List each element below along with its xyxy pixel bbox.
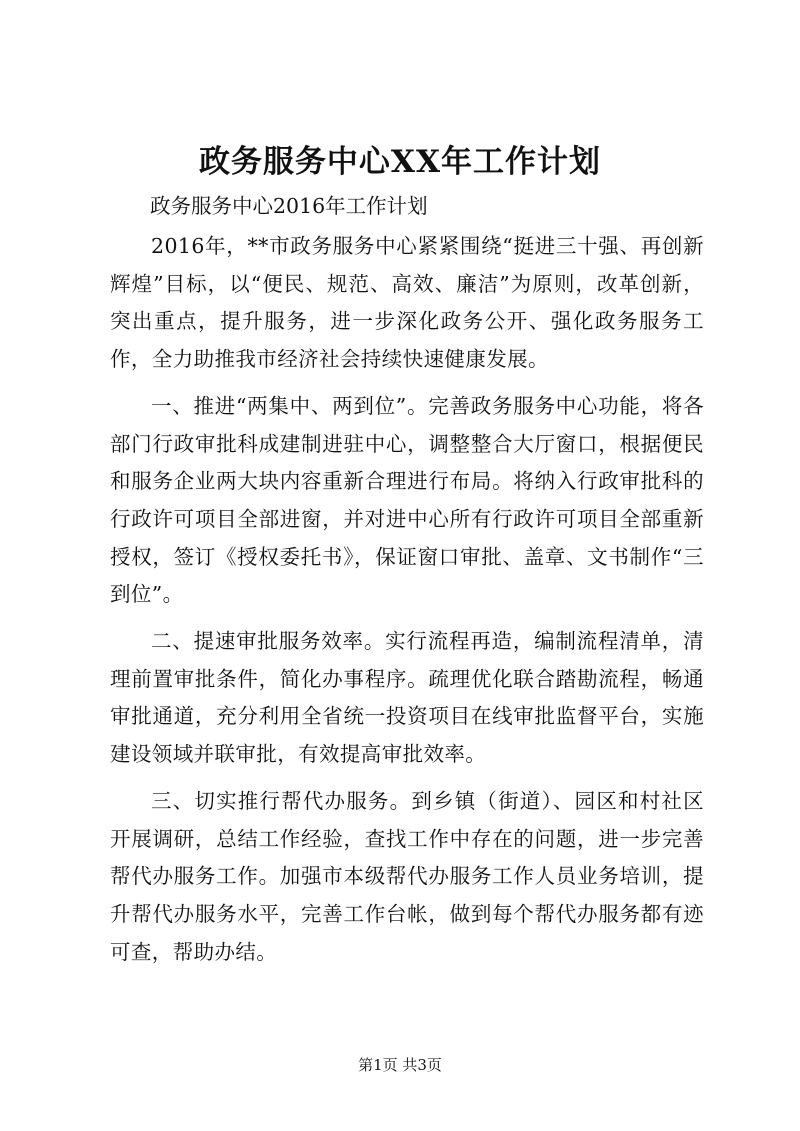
document-body: [110, 228, 704, 980]
paragraph-intro: 2016年，**市政务服务中心紧紧围绕“挺进三十强、再创新辉煌”目标，以“便民、规范、高效、廉洁”为原则，改革创新，突出重点，提升服务，进一步深化政务公开、强化政务服务工作，全力助推我市经济社会持续快速健康发展。: [110, 234, 704, 372]
document-title: 政务服务中心XX年工作计划: [198, 144, 602, 180]
paragraph-section-3: 三、切实推行帮代办服务。到乡镇（街道）、园区和村社区开展调研，总结工作经验，查找工作中存在的问题，进一步完善帮代办服务工作。加强市本级帮代办服务工作人员业务培训，提升帮代办服务水平，完善工作台帐，做到每个帮代办服务都有迹可查，帮助办结。: [110, 788, 704, 964]
page-number-footer: 第1页 共3页: [358, 1056, 442, 1074]
paragraph-section-2: 二、提速审批服务效率。实行流程再造，编制流程清单，清理前置审批条件，简化办事程序。疏理优化联合踏勘流程，畅通审批通道，充分利用全省统一投资项目在线审批监督平台，实施建设领域并联审批，有效提高审批效率。: [110, 629, 704, 767]
document-subtitle: 政务服务中心2016年工作计划: [150, 194, 428, 218]
paragraph-section-1: 一、推进“两集中、两到位”。完善政务服务中心功能，将各部门行政审批科成建制进驻中心，调整整合大厅窗口，根据便民和服务企业两大块内容重新合理进行布局。将纳入行政审批科的行政许可项目全部进窗，并对进中心所有行政许可项目全部重新授权，签订《授权委托书》，保证窗口审批、盖章、文书制作“三到位”。: [110, 393, 704, 607]
